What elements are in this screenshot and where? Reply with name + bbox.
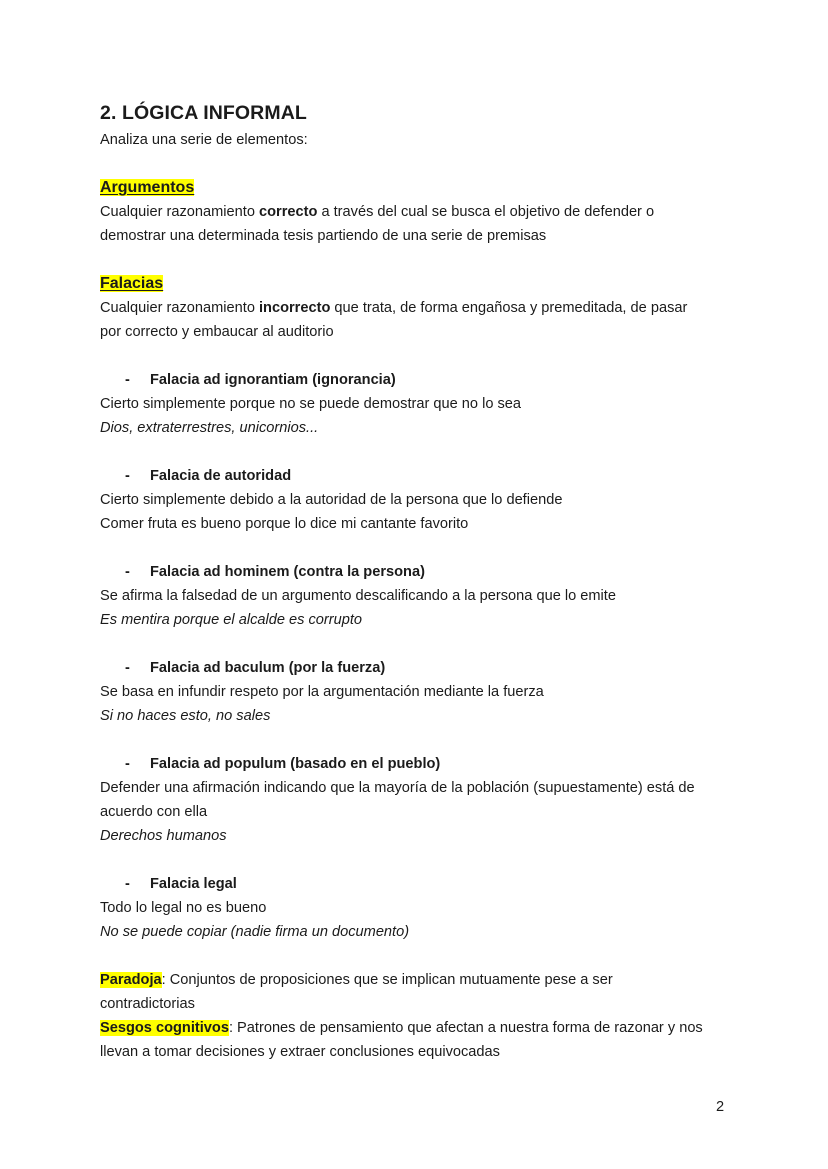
fallacy-name: Falacia legal	[150, 876, 237, 892]
dash-bullet: -	[125, 660, 130, 676]
argumentos-definition-line2: demostrar una determinada tesis partiendo de una serie de premisas	[100, 228, 547, 244]
spacer	[100, 248, 740, 272]
intro-text: Analiza una serie de elementos:	[100, 132, 308, 148]
fallacy-item-heading	[100, 560, 740, 584]
argumentos-text-after: a través del cual se busca el objetivo de defender o	[317, 204, 655, 220]
paradoja-definition	[100, 968, 740, 992]
paradoja-definition-line2: contradictorias	[100, 996, 195, 1012]
spacer	[100, 344, 740, 368]
fallacy-name: Falacia ad populum (basado en el pueblo)	[150, 756, 441, 772]
spacer	[100, 632, 740, 656]
fallacy-item-heading	[100, 656, 740, 680]
fallacy-description: Cierto simplemente porque no se puede demostrar que no lo sea	[100, 396, 522, 412]
argumentos-bold: correcto	[259, 204, 318, 220]
fallacy-example: Comer fruta es bueno porque lo dice mi cantante favorito	[100, 516, 469, 532]
dash-bullet: -	[125, 876, 130, 892]
spacer	[100, 728, 740, 752]
fallacy-name: Falacia de autoridad	[150, 468, 292, 484]
sesgos-definition-line2: llevan a tomar decisiones y extraer conclusiones equivocadas	[100, 1044, 500, 1060]
spacer	[100, 848, 740, 872]
falacias-definition	[100, 296, 740, 320]
falacias-definition-line2: por correcto y embaucar al auditorio	[100, 324, 334, 340]
highlight-paradoja: Paradoja	[100, 972, 162, 988]
fallacy-description-line2: acuerdo con ella	[100, 804, 208, 820]
fallacy-description: Se afirma la falsedad de un argumento descalificando a la persona que lo emite	[100, 588, 616, 604]
fallacy-description: Se basa en infundir respeto por la argumentación mediante la fuerza	[100, 684, 544, 700]
fallacy-example: Si no haces esto, no sales	[100, 708, 271, 724]
fallacy-description: Defender una afirmación indicando que la mayoría de la población (supuestamente) está de	[100, 780, 695, 796]
highlight-sesgos: Sesgos cognitivos	[100, 1020, 229, 1036]
document-page	[100, 98, 740, 1064]
falacias-text-before: Cualquier razonamiento	[100, 300, 259, 316]
dash-bullet: -	[125, 564, 130, 580]
dash-bullet: -	[125, 756, 130, 772]
fallacy-item-heading	[100, 464, 740, 488]
section-heading-falacias	[100, 272, 740, 296]
falacias-text-after: que trata, de forma engañosa y premeditada, de pasar	[330, 300, 688, 316]
fallacy-item-heading	[100, 872, 740, 896]
page-number: 2	[716, 1099, 725, 1115]
spacer	[100, 440, 740, 464]
page-title: 2. LÓGICA INFORMAL	[100, 102, 307, 124]
fallacy-example: Dios, extraterrestres, unicornios...	[100, 420, 319, 436]
highlight-falacias: Falacias	[100, 275, 164, 292]
fallacy-example: Derechos humanos	[100, 828, 227, 844]
spacer	[100, 536, 740, 560]
argumentos-definition	[100, 200, 740, 224]
section-heading-argumentos	[100, 176, 740, 200]
fallacy-example: Es mentira porque el alcalde es corrupto	[100, 612, 363, 628]
fallacy-name: Falacia ad hominem (contra la persona)	[150, 564, 425, 580]
sesgos-text: : Patrones de pensamiento que afectan a nuestra forma de razonar y nos	[228, 1020, 703, 1036]
paradoja-text: : Conjuntos de proposiciones que se implican mutuamente pese a ser	[161, 972, 613, 988]
spacer	[100, 152, 740, 176]
falacias-bold: incorrecto	[259, 300, 331, 316]
highlight-argumentos: Argumentos	[100, 179, 195, 196]
spacer	[100, 944, 740, 968]
fallacy-item-heading	[100, 752, 740, 776]
dash-bullet: -	[125, 372, 130, 388]
argumentos-text-before: Cualquier razonamiento	[100, 204, 259, 220]
fallacy-item-heading	[100, 368, 740, 392]
sesgos-definition	[100, 1016, 740, 1040]
fallacy-description: Todo lo legal no es bueno	[100, 900, 267, 916]
fallacy-description: Cierto simplemente debido a la autoridad de la persona que lo defiende	[100, 492, 563, 508]
fallacy-name: Falacia ad ignorantiam (ignorancia)	[150, 372, 396, 388]
fallacy-example: No se puede copiar (nadie firma un documento)	[100, 924, 410, 940]
dash-bullet: -	[125, 468, 130, 484]
fallacy-name: Falacia ad baculum (por la fuerza)	[150, 660, 386, 676]
